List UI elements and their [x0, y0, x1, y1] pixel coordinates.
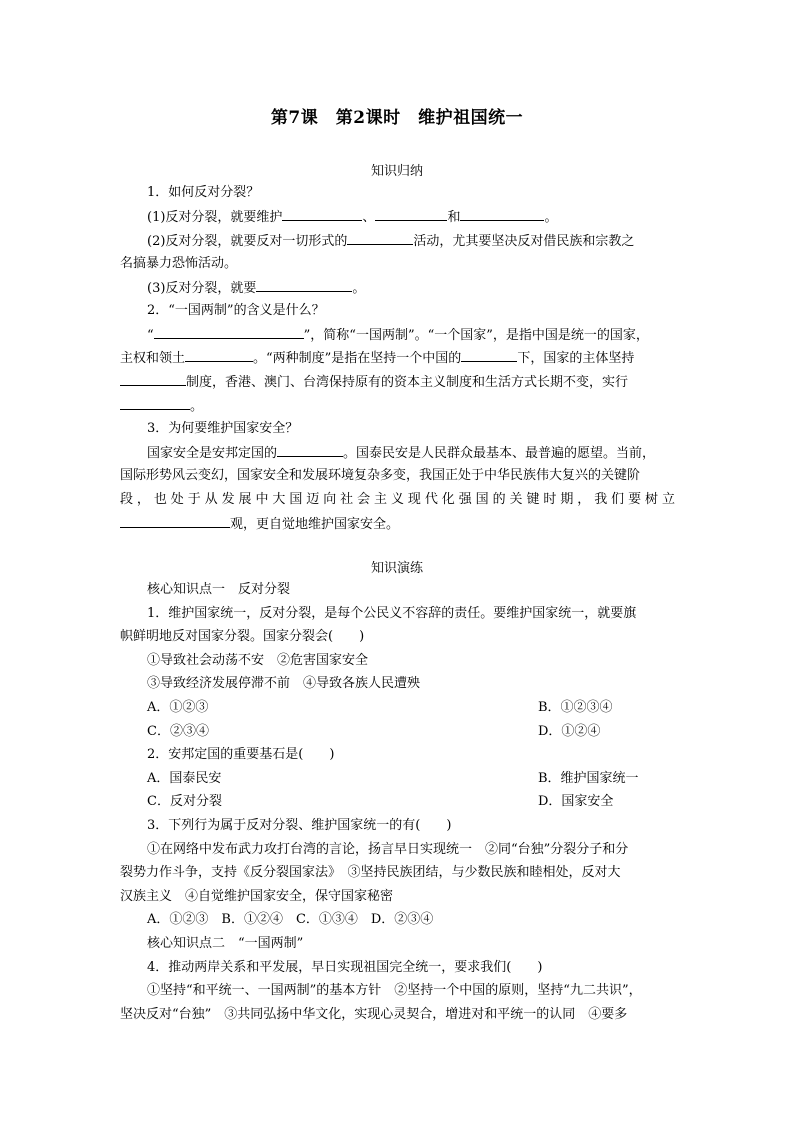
blank [277, 443, 343, 457]
q3-line-2: 国际形势风云变幻，国家安全和发展环境复杂多变，我国正处于中华民族伟大复兴的关键阶 [120, 468, 641, 483]
core-point-1: 核心知识点一 反对分裂 [147, 582, 291, 597]
q1-line-2: (2)反对分裂，就要反对一切形式的 活动，尤其要坚决反对借民族和宗教之 [147, 231, 634, 252]
q2-line-1: “ ”，简称“一国两制”。“一个国家”，是指中国是统一的国家， [147, 325, 649, 346]
ex3-line-2: ①在网络中发布武力攻打台湾的言论，扬言早日实现统一 ②同“台独”分裂分子和分 [147, 842, 629, 857]
ex4-line-3: 坚决反对“台独” ③共同弘扬中华文化，实现心灵契合，增进对和平统一的认同 ④要多 [120, 1007, 628, 1022]
q1-line-4: (3)反对分裂，就要 。 [147, 278, 365, 299]
q2-line-4: 。 [120, 396, 203, 417]
ex3-line-4: 汉族主义 ④自觉维护国家安全，保守国家秘密 [120, 889, 394, 904]
ex1-option-a: A．①②③ [147, 700, 209, 715]
blank [120, 396, 190, 410]
ex3-options: A．①②③ B．①②④ C．①③④ D．②③④ [147, 912, 434, 927]
blank [460, 207, 544, 221]
blank [185, 348, 253, 362]
ex2-option-d: D．国家安全 [538, 794, 614, 809]
ex2-option-c: C．反对分裂 [147, 794, 222, 809]
q1-line-1: (1)反对分裂，就要维护 、 和 。 [147, 207, 557, 228]
page-title: 第7课 第2课时 维护祖国统一 [270, 108, 524, 128]
ex1-option-d: D．①②④ [538, 724, 601, 739]
ex1-line-2: 帜鲜明地反对国家分裂。国家分裂会( ) [120, 629, 365, 644]
q3-line-3: 段，也处于从发展中大国迈向社会主义现代化强国的关键时期，我们要树立 [120, 492, 675, 507]
ex3-line-3: 裂势力作斗争，支持《反分裂国家法》 ③坚持民族团结，与少数民族和睦相处，反对大 [120, 865, 621, 880]
ex3-line-1: 3．下列行为属于反对分裂、维护国家统一的有( ) [147, 818, 452, 833]
blank [120, 514, 230, 528]
ex2-line-1: 2．安邦定国的重要基石是( ) [147, 747, 335, 762]
q3-question: 3．为何要维护国家安全？ [147, 421, 299, 436]
section-heading-summary: 知识归纳 [370, 164, 423, 179]
q3-line-1: 国家安全是安邦定国的 。国泰民安是人民群众最基本、最普遍的愿望。当前， [147, 443, 655, 464]
blank [347, 231, 413, 245]
core-point-2: 核心知识点二 “一国两制” [147, 936, 304, 951]
ex2-option-b: B．维护国家统一 [538, 771, 639, 786]
ex1-option-b: B．①②③④ [538, 700, 613, 715]
ex1-items-1: ①导致社会动荡不安 ②危害国家安全 [147, 653, 369, 668]
ex1-line-1: 1．维护国家统一，反对分裂，是每个公民义不容辞的责任。要维护国家统一，就要旗 [147, 606, 637, 621]
section-heading-practice: 知识演练 [370, 561, 423, 576]
ex4-line-1: 4．推动两岸关系和平发展，早日实现祖国完全统一，要求我们( ) [147, 960, 543, 975]
blank [282, 207, 362, 221]
ex1-option-c: C．②③④ [147, 724, 209, 739]
ex4-line-2: ①坚持“和平统一、一国两制”的基本方针 ②坚持一个中国的原则，坚持“九二共识”， [147, 983, 642, 998]
blank [461, 348, 517, 362]
blank [154, 325, 304, 339]
q2-question: 2．“一国两制”的含义是什么？ [147, 303, 325, 318]
ex1-items-2: ③导致经济发展停滞不前 ④导致各族人民遭殃 [147, 676, 421, 691]
blank [256, 278, 352, 292]
ex2-option-a: A．国泰民安 [147, 771, 222, 786]
blank [120, 372, 186, 386]
q1-line-3: 名搞暴力恐怖活动。 [120, 256, 238, 271]
q2-line-3: 制度，香港、澳门、台湾保持原有的资本主义制度和生活方式长期不变，实行 [120, 372, 628, 393]
blank [375, 207, 447, 221]
q1-question: 1．如何反对分裂？ [147, 185, 260, 200]
q2-line-2: 主权和领土 。“两种制度”是指在坚持一个中国的 下，国家的主体坚持 [120, 348, 634, 369]
q3-line-4: 观，更自觉地维护国家安全。 [120, 514, 399, 535]
